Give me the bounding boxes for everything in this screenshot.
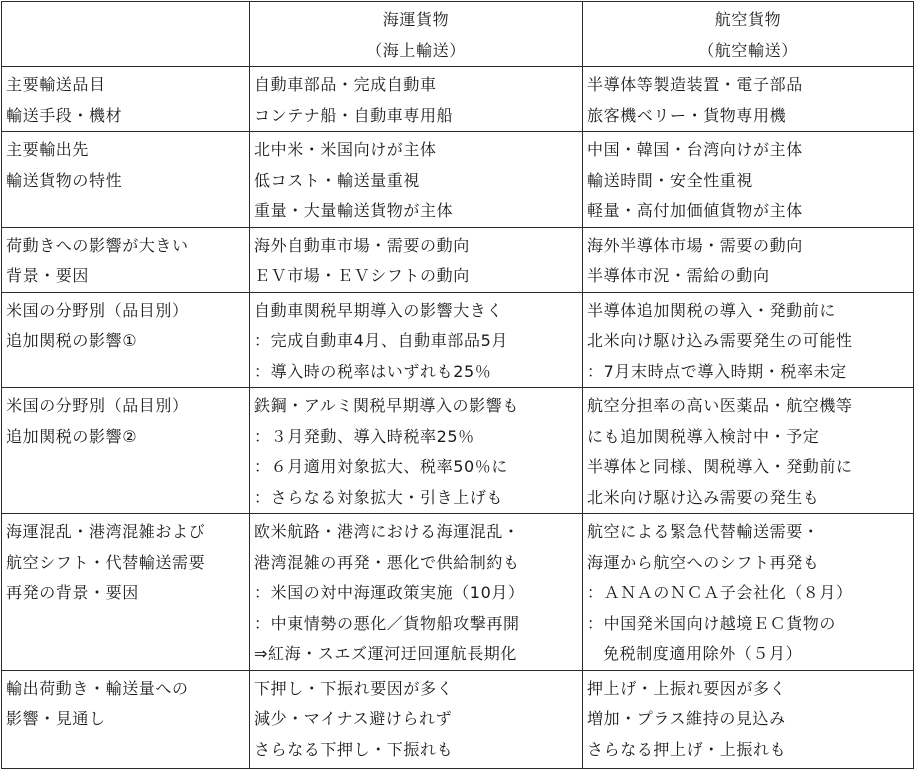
sea-freight-cell	[250, 514, 583, 671]
row-label-line: 輸送貨物の特性	[6, 170, 123, 190]
row-label-line: 背景・要因	[6, 266, 90, 285]
row-label-line: 輸送手段・機材	[6, 105, 123, 125]
row-label-cell	[2, 670, 250, 768]
air-freight-line: 旅客機ベリー・貨物専用機	[587, 105, 787, 125]
row-label-line: 航空シフト・代替輸送需要	[6, 552, 206, 572]
header-sea-subtitle: （海上輸送）	[366, 40, 466, 60]
air-freight-line: 半導体市況・需給の動向	[587, 266, 770, 285]
row-label-line: 米国の分野別（品目別）	[6, 396, 189, 415]
header-air-freight	[583, 2, 914, 67]
row-label-cell	[2, 514, 250, 671]
sea-freight-line: 鉄鋼・アルミ関税早期導入の影響も	[254, 396, 519, 415]
sea-freight-line: 自動車関税早期導入の影響大きく	[254, 300, 504, 320]
table-row	[2, 292, 914, 388]
header-sea-freight	[250, 2, 583, 67]
sea-freight-line: ：３月発動、導入時税率25％	[254, 426, 475, 446]
air-freight-line: 軽量・高付加価値貨物が主体	[587, 201, 803, 220]
air-freight-cell	[583, 514, 914, 671]
header-air-subtitle: （航空輸送）	[698, 40, 798, 60]
sea-freight-line: さらなる下押し・下振れも	[254, 739, 454, 759]
sea-freight-line: 港湾混雑の再発・悪化で供給制約も	[254, 552, 520, 572]
table-row	[2, 514, 914, 671]
sea-freight-cell	[250, 132, 583, 228]
air-freight-line: 輸送時間・安全性重視	[587, 170, 754, 190]
header-air-title: 航空貨物	[714, 10, 782, 29]
sea-freight-line: コンテナ船・自動車専用船	[254, 105, 454, 125]
air-freight-cell	[583, 227, 914, 292]
air-freight-line: 半導体と同様、関税導入・発動前に	[587, 457, 853, 476]
air-freight-line: ：ＡＮＡのＮＣＡ子会社化（８月）	[587, 583, 853, 602]
header-row	[2, 2, 914, 67]
air-freight-cell	[583, 292, 914, 388]
air-freight-cell	[583, 67, 914, 132]
row-label-cell	[2, 388, 250, 514]
table-row	[2, 67, 914, 132]
sea-freight-line: 北中米・米国向けが主体	[254, 140, 437, 159]
air-freight-line: 北米向け駆け込み需要発生の可能性	[587, 331, 853, 350]
air-freight-cell	[583, 388, 914, 514]
air-freight-cell	[583, 132, 914, 228]
sea-freight-line: 海外自動車市場・需要の動向	[254, 235, 470, 255]
sea-freight-line: ＥＶ市場・ＥＶシフトの動向	[254, 266, 470, 285]
sea-freight-line: 減少・マイナス避けられず	[254, 709, 453, 728]
sea-freight-line: ：導入時の税率はいずれも25％	[254, 361, 492, 381]
air-freight-line: 押上げ・上振れ要因が多く	[587, 678, 787, 698]
table-row	[2, 388, 914, 514]
air-freight-line: 増加・プラス維持の見込み	[587, 709, 786, 728]
row-label-line: 主要輸送品目	[6, 75, 106, 94]
air-freight-line: 航空による緊急代替輸送需要・	[587, 522, 820, 541]
sea-freight-line: ：完成自動車4月、自動車部品5月	[254, 331, 508, 350]
air-freight-line: 海外半導体市場・需要の動向	[587, 235, 803, 255]
row-label-cell	[2, 67, 250, 132]
sea-freight-line: ：６月適用対象拡大、税率50％に	[254, 457, 508, 476]
row-label-line: 追加関税の影響①	[6, 331, 138, 350]
sea-freight-cell	[250, 292, 583, 388]
sea-freight-line: ：さらなる対象拡大・引き上げも	[254, 487, 504, 507]
header-sea-title: 海運貨物	[382, 10, 450, 29]
sea-freight-cell	[250, 388, 583, 514]
air-freight-line: さらなる押上げ・上振れも	[587, 739, 787, 759]
air-freight-line: 北米向け駆け込み需要の発生も	[587, 487, 820, 507]
air-freight-line: 半導体追加関税の導入・発動前に	[587, 300, 837, 320]
air-freight-line: ：7月末時点で導入時期・税率未定	[587, 361, 847, 381]
row-label-line: 主要輸出先	[6, 140, 90, 159]
sea-freight-line: ⇒紅海・スエズ運河迂回運航長期化	[254, 644, 518, 663]
sea-freight-line: 自動車部品・完成自動車	[254, 75, 437, 94]
air-freight-line: 海運から航空へのシフト再発も	[587, 552, 820, 572]
air-freight-line: 中国・韓国・台湾向けが主体	[587, 140, 803, 159]
air-freight-line: 免税制度適用除外（５月）	[603, 644, 803, 663]
sea-freight-line: ：中東情勢の悪化／貨物船攻撃再開	[254, 613, 520, 633]
sea-freight-cell	[250, 227, 583, 292]
table-body	[2, 67, 914, 769]
row-label-line: 海運混乱・港湾混雑および	[6, 522, 206, 541]
sea-freight-line: 欧米航路・港湾における海運混乱・	[254, 522, 520, 541]
air-freight-line: 航空分担率の高い医薬品・航空機等	[587, 396, 853, 415]
row-label-line: 荷動きへの影響が大きい	[6, 235, 189, 255]
row-label-cell	[2, 292, 250, 388]
sea-freight-cell	[250, 67, 583, 132]
row-label-line: 影響・見通し	[6, 709, 106, 728]
row-label-line: 追加関税の影響②	[6, 426, 138, 446]
row-label-line: 米国の分野別（品目別）	[6, 300, 189, 320]
row-label-cell	[2, 227, 250, 292]
sea-freight-line: ：米国の対中海運政策実施（10月）	[254, 583, 525, 602]
row-label-line: 輸出荷動き・輸送量への	[6, 678, 189, 698]
comparison-table	[1, 1, 914, 769]
sea-freight-line: 下押し・下振れ要因が多く	[254, 678, 454, 698]
sea-freight-cell	[250, 670, 583, 768]
air-freight-line: ：中国発米国向け越境ＥＣ貨物の	[587, 613, 837, 633]
header-corner-cell	[2, 2, 250, 67]
sea-freight-line: 重量・大量輸送貨物が主体	[254, 201, 454, 220]
table-row	[2, 227, 914, 292]
table-row	[2, 132, 914, 228]
air-freight-line: にも追加関税導入検討中・予定	[587, 426, 820, 446]
air-freight-cell	[583, 670, 914, 768]
table-row	[2, 670, 914, 768]
air-freight-line: 半導体等製造装置・電子部品	[587, 75, 803, 94]
row-label-line: 再発の背景・要因	[6, 583, 139, 602]
sea-freight-line: 低コスト・輸送量重視	[254, 170, 421, 190]
row-label-cell	[2, 132, 250, 228]
